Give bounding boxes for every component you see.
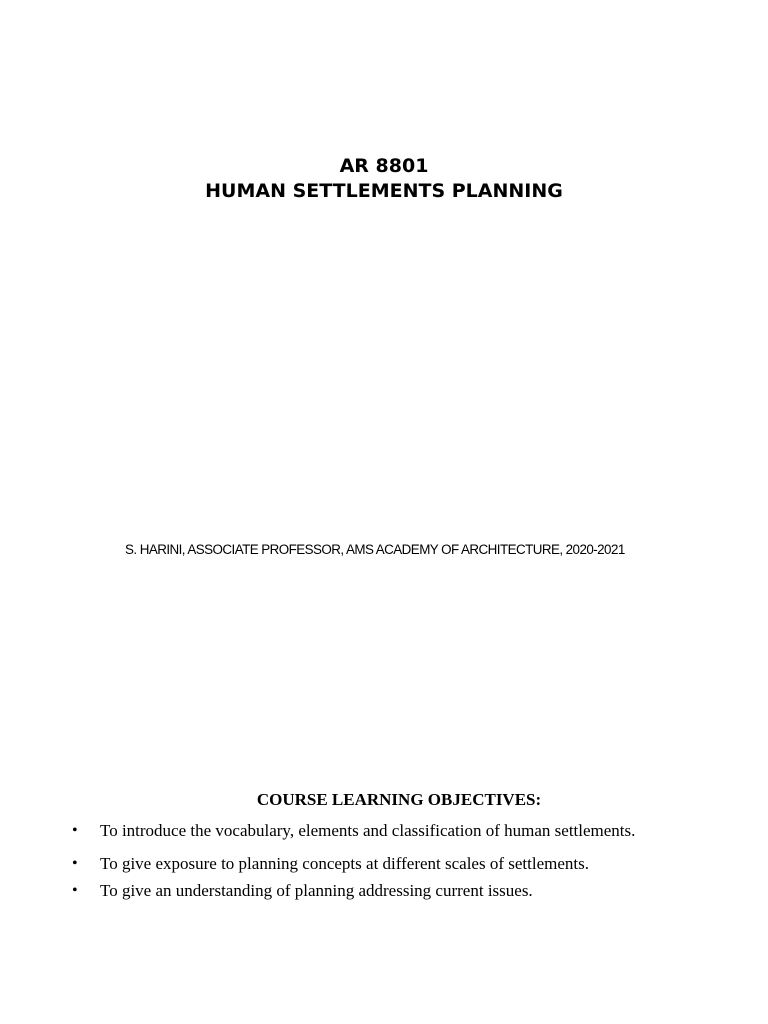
objective-text: To give an understanding of planning addressing current issues. bbox=[100, 881, 533, 900]
bullet-icon: • bbox=[72, 882, 78, 899]
course-title: HUMAN SETTLEMENTS PLANNING bbox=[205, 180, 563, 202]
bullet-icon: • bbox=[72, 822, 78, 839]
author-line: S. HARINI, ASSOCIATE PROFESSOR, AMS ACADEMY OF ARCHITECTURE, 2020-2021 bbox=[125, 542, 625, 557]
bullet-icon: • bbox=[72, 855, 78, 872]
objective-text: To introduce the vocabulary, elements and classification of human settlements. bbox=[100, 821, 636, 840]
objective-text: To give exposure to planning concepts at different scales of settlements. bbox=[100, 854, 589, 873]
course-code: AR 8801 bbox=[339, 155, 429, 177]
objectives-heading: COURSE LEARNING OBJECTIVES: bbox=[256, 790, 542, 809]
